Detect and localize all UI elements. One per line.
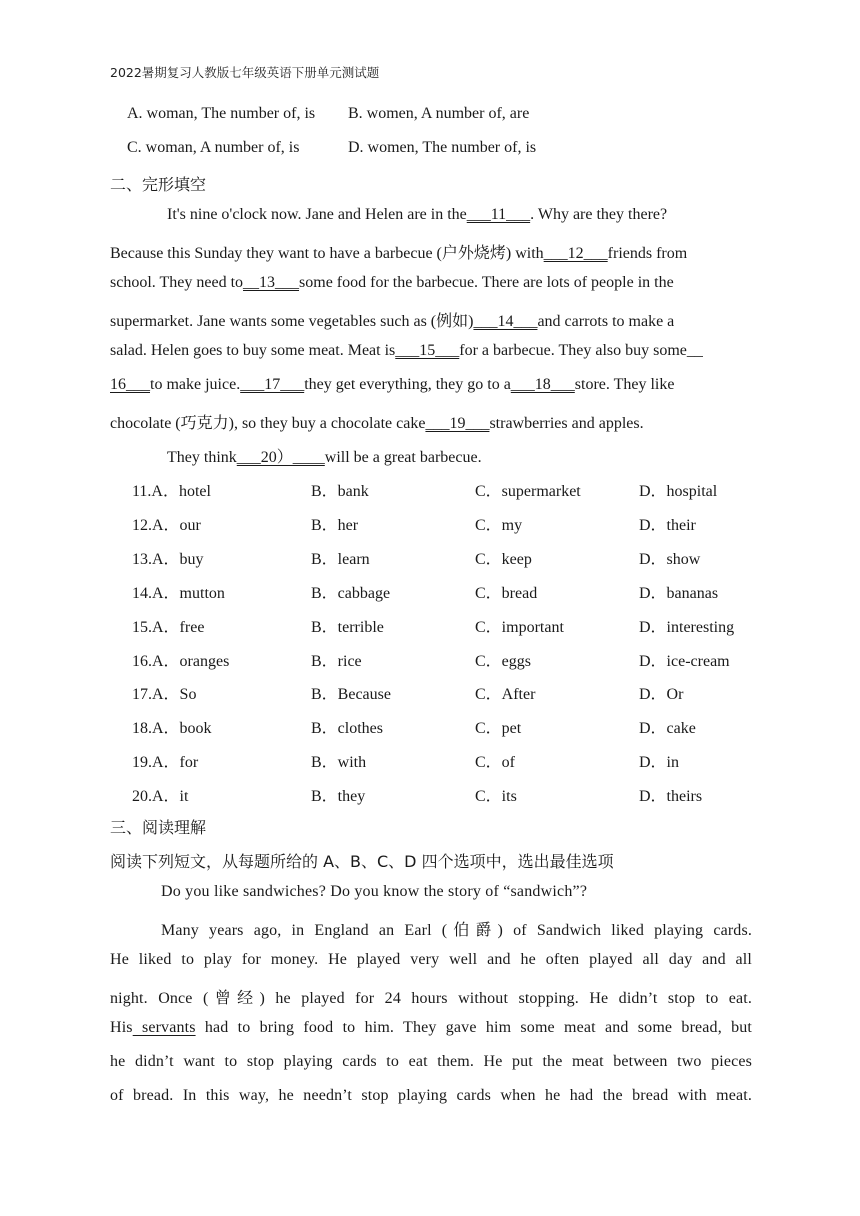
q19-option-c: C．of [475, 754, 516, 771]
reading-line-4 [110, 1019, 752, 1037]
cloze-text: It's nine o'clock now. Jane and Helen are in the [167, 206, 467, 223]
q18-option-b: B．clothes [311, 720, 383, 737]
q17-option-b: B．Because [311, 686, 391, 703]
q13-option-c: C．keep [475, 551, 532, 568]
blank-16: 16___ [110, 376, 150, 393]
cloze-text: chocolate (巧克力), so they buy a chocolate cake [110, 415, 426, 432]
section-title-cloze: 二、完形填空 [110, 175, 207, 194]
q15-option-b: B．terrible [311, 619, 384, 636]
cloze-text: they get everything, they go to a [304, 376, 511, 393]
cloze-line-6 [110, 376, 674, 394]
blank-19: ___19___ [425, 415, 490, 432]
reading-instructions: 阅读下列短文，从每题所给的 A、B、C、D 四个选项中，选出最佳选项 [110, 852, 614, 871]
q17-option-d: D．Or [639, 686, 684, 703]
blank-13: __13___ [243, 274, 300, 291]
cloze-text: for a barbecue. They also buy some__ [459, 342, 703, 359]
prev-option-c: C. woman, A number of, is [127, 139, 300, 156]
cloze-text: supermarket. Jane wants some vegetables such as (例如) [110, 313, 474, 330]
q14-option-c: C．bread [475, 585, 538, 602]
cloze-text: friends from [607, 245, 688, 262]
prev-option-d: D. women, The number of, is [348, 139, 537, 156]
q19-option-d: D．in [639, 754, 680, 771]
cloze-text: school. They need to [110, 274, 244, 291]
q11-option-c: C．supermarket [475, 483, 581, 500]
q16-option-d: D．ice-cream [639, 653, 730, 670]
section-title-reading: 三、阅读理解 [110, 818, 207, 837]
prev-option-b: B. women, A number of, are [348, 105, 530, 122]
cloze-line-8 [167, 444, 482, 467]
q20-option-c: C．its [475, 788, 517, 805]
q16-option-a: 16.A．oranges [132, 653, 230, 670]
reading-text: His [110, 1019, 133, 1036]
q13-option-d: D．show [639, 551, 701, 568]
q12-option-d: D．their [639, 517, 696, 534]
q15-option-c: C．important [475, 619, 564, 636]
cloze-line-5 [110, 342, 703, 360]
q18-option-c: C．pet [475, 720, 522, 737]
q11-option-a: 11.A．hotel [132, 483, 211, 500]
blank-17: ___17___ [240, 376, 305, 393]
cloze-text: salad. Helen goes to buy some meat. Meat is [110, 342, 396, 359]
q20-option-b: B．they [311, 788, 366, 805]
cloze-text: . Why are they there? [530, 206, 668, 223]
cloze-text: They think [167, 449, 237, 466]
q14-option-a: 14.A．mutton [132, 585, 225, 602]
q19-option-b: B．with [311, 754, 367, 771]
cloze-text: and carrots to make a [537, 313, 675, 330]
cloze-line-2 [110, 240, 687, 263]
blank-12: ___12___ [543, 245, 608, 262]
reading-line-5: he didn’t want to stop playing cards to eat them. He put the meat between two pieces [110, 1053, 752, 1070]
cloze-text: will be a great barbecue. [324, 449, 482, 466]
cloze-text: store. They like [574, 376, 675, 393]
cloze-line-7 [110, 410, 644, 433]
cloze-text: to make juice. [150, 376, 241, 393]
cloze-text: strawberries and apples. [489, 415, 644, 432]
q15-option-a: 15.A．free [132, 619, 205, 636]
q20-option-d: D．theirs [639, 788, 703, 805]
q13-option-b: B．learn [311, 551, 370, 568]
blank-15: ___15___ [395, 342, 460, 359]
q11-option-d: D．hospital [639, 483, 718, 500]
cloze-line-1 [167, 206, 667, 224]
cloze-line-4 [110, 308, 674, 331]
q12-option-b: B．her [311, 517, 359, 534]
q17-option-c: C．After [475, 686, 536, 703]
q17-option-a: 17.A．So [132, 686, 197, 703]
cloze-text: Because this Sunday they want to have a barbecue (户外烧烤) with [110, 245, 544, 262]
q19-option-a: 19.A．for [132, 754, 199, 771]
reading-intro: Do you like sandwiches? Do you know the story of “sandwich”? [161, 883, 588, 900]
reading-line-6: of bread. In this way, he needn’t stop playing cards when he had the bread with meat. [110, 1087, 752, 1104]
page-header: 2022暑期复习人教版七年级英语下册单元测试题 [110, 65, 380, 80]
reading-line-3: night. Once (曾经) he played for 24 hours without stopping. He didn’t stop to eat. [110, 990, 752, 1007]
q16-option-b: B．rice [311, 653, 362, 670]
prev-option-a: A. woman, The number of, is [127, 105, 316, 122]
cloze-line-3 [110, 274, 674, 292]
blank-18: ___18___ [510, 376, 575, 393]
q20-option-a: 20.A．it [132, 788, 189, 805]
reading-text: had to bring food to him. They gave him some meat and some bread, but [195, 1019, 752, 1036]
blank-11: ___11___ [466, 206, 531, 223]
q14-option-b: B．cabbage [311, 585, 391, 602]
q16-option-c: C．eggs [475, 653, 532, 670]
q14-option-d: D．bananas [639, 585, 719, 602]
reading-line-2: He liked to play for money. He played very well and he often played all day and all [110, 951, 752, 968]
q12-option-c: C．my [475, 517, 523, 534]
reading-line-1: Many years ago, in England an Earl (伯爵) of Sandwich liked playing cards. [161, 922, 752, 939]
q18-option-a: 18.A．book [132, 720, 212, 737]
cloze-text: some food for the barbecue. There are lots of people in the [299, 274, 674, 291]
q13-option-a: 13.A．buy [132, 551, 204, 568]
q18-option-d: D．cake [639, 720, 696, 737]
q12-option-a: 12.A．our [132, 517, 201, 534]
q11-option-b: B．bank [311, 483, 369, 500]
q15-option-d: D．interesting [639, 619, 735, 636]
blank-20: ___20）____ [236, 449, 325, 466]
blank-14: ___14___ [473, 313, 538, 330]
word-servants: servants [132, 1019, 196, 1036]
